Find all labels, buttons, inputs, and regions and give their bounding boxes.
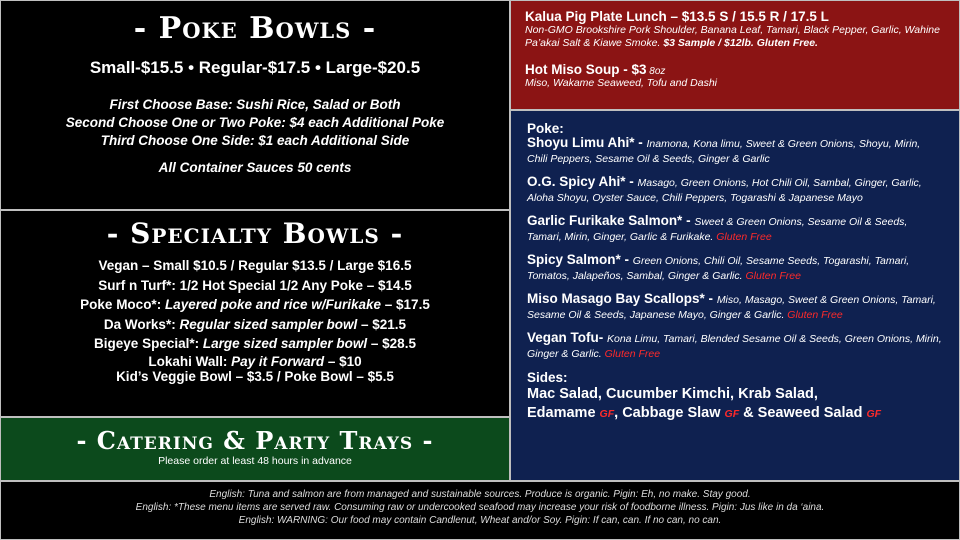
poke-menu-panel <box>510 110 960 481</box>
disclaimer-footer <box>0 481 960 540</box>
poke-item-og-spicy-ahi: O.G. Spicy Ahi* - Masago, Green Onions, Hot Chili Oil, Sambal, Ginger, Garlic, Aloha Shoyu, Oyster Sauce, Chili Peppers, Togarashi & Japanese Mayo <box>527 174 922 204</box>
specialty-item: Surf n Turf*: 1/2 Hot Special 1/2 Any Poke – $14.5 <box>98 277 412 293</box>
kalua-desc: Non-GMO Brookshire Pork Shoulder, Banana Leaf, Tamari, Black Pepper, Garlic, Wahine Pa’akai Salt & Kiawe Smoke. $3 Sample / $12lb. Gluten Free. <box>525 24 940 49</box>
catering-note: Please order at least 48 hours in advance <box>158 455 352 467</box>
miso-item <box>525 62 945 90</box>
gluten-free-tag: Gluten Free <box>601 348 661 360</box>
specialty-bowls-title: - Specialty Bowls - <box>106 217 404 250</box>
gf-tag: GF <box>599 408 615 420</box>
gluten-free-tag: Gluten Free <box>784 309 843 321</box>
specialty-list <box>1 256 509 384</box>
footer-line-2: English: *These menu items are served raw. Consuming raw or undercooked seafood may increase your risk of foodborne illness. Pigin: Jus like in da ‘aina. <box>135 502 825 513</box>
poke-item-garlic-furikake-salmon: Garlic Furikake Salmon* - Sweet & Green Onions, Sesame Oil & Seeds, Tamari, Mirin, Ginger, Garlic & Furikake. Gluten Free <box>527 213 908 243</box>
specialty-item: Vegan – Small $10.5 / Regular $13.5 / Large $16.5 <box>98 258 412 273</box>
footer-line-1: English: Tuna and salmon are from managed and sustainable sources. Produce is organic. Pigin: Eh, no make. Stay good. <box>209 489 751 500</box>
hot-specials-panel <box>510 0 960 110</box>
kalua-title: Kalua Pig Plate Lunch – $13.5 S / 15.5 R / 17.5 L <box>525 9 829 24</box>
footer-line-3: English: WARNING: Our food may contain Candlenut, Wheat and/or Soy. Pigin: If can, can. If no can, no can. <box>238 515 722 526</box>
sides-line-2: Edamame GF, Cabbage Slaw GF & Seaweed Salad GF <box>527 405 882 421</box>
step-2: Second Choose One or Two Poke: $4 each Additional Poke <box>65 115 445 130</box>
gf-tag: GF <box>866 408 882 420</box>
miso-title: Hot Miso Soup - $3 8oz <box>525 62 666 77</box>
gluten-free-tag: Gluten Free <box>713 231 772 243</box>
miso-desc: Miso, Wakame Seaweed, Tofu and Dashi <box>525 77 718 89</box>
catering-panel <box>0 417 510 481</box>
poke-item-miso-masago-scallops: Miso Masago Bay Scallops* - Miso, Masago, Sweet & Green Onions, Tamari, Sesame Oil & Seeds, Japanese Mayo, Ginger & Garlic. Gluten Free <box>527 291 936 321</box>
catering-title: - Catering & Party Trays - <box>76 426 434 455</box>
step-1: First Choose Base: Sushi Rice, Salad or Both <box>109 97 401 112</box>
poke-item-shoyu-limu-ahi: Shoyu Limu Ahi* - Inamona, Kona limu, Sweet & Green Onions, Shoyu, Mirin, Chili Peppers, Sesame Oil & Seeds, Ginger & Garlic <box>527 135 921 165</box>
poke-bowls-prices: Small-$15.5 • Regular-$17.5 • Large-$20.5 <box>89 58 421 77</box>
sides-heading: Sides: <box>527 370 568 385</box>
specialty-item: Poke Moco*: Layered poke and rice w/Furikake – $17.5 <box>80 297 430 312</box>
sauces-note: All Container Sauces 50 cents <box>158 160 352 175</box>
gluten-free-tag: Gluten Free <box>742 270 801 282</box>
specialty-item: Bigeye Special*: Large sized sampler bowl – $28.5 <box>94 336 416 351</box>
specialty-item: Kid’s Veggie Bowl – $3.5 / Poke Bowl – $5.5 <box>116 368 394 384</box>
kalua-item <box>525 9 945 50</box>
poke-bowls-steps <box>1 96 509 150</box>
specialty-item: Lokahi Wall: Pay it Forward – $10 <box>148 353 362 369</box>
specialty-bowls-panel <box>0 210 510 417</box>
poke-heading: Poke: <box>527 121 564 136</box>
specialty-item: Da Works*: Regular sized sampler bowl – $21.5 <box>103 316 407 332</box>
poke-bowls-panel <box>0 0 510 210</box>
sides-line-1: Mac Salad, Cucumber Kimchi, Krab Salad, <box>527 386 818 402</box>
gf-tag: GF <box>724 408 740 420</box>
poke-item-spicy-salmon: Spicy Salmon* - Green Onions, Chili Oil, Sesame Seeds, Togarashi, Tamari, Tomatos, Jalapeños, Sambal, Ginger & Garlic. Gluten Free <box>527 252 910 282</box>
poke-item-vegan-tofu: Vegan Tofu- Kona Limu, Tamari, Blended Sesame Oil & Seeds, Green Onions, Mirin, Ginger & Garlic. Gluten Free <box>527 330 942 360</box>
step-3: Third Choose One Side: $1 each Additional Side <box>100 133 410 148</box>
poke-bowls-title: - Poke Bowls - <box>133 11 377 46</box>
